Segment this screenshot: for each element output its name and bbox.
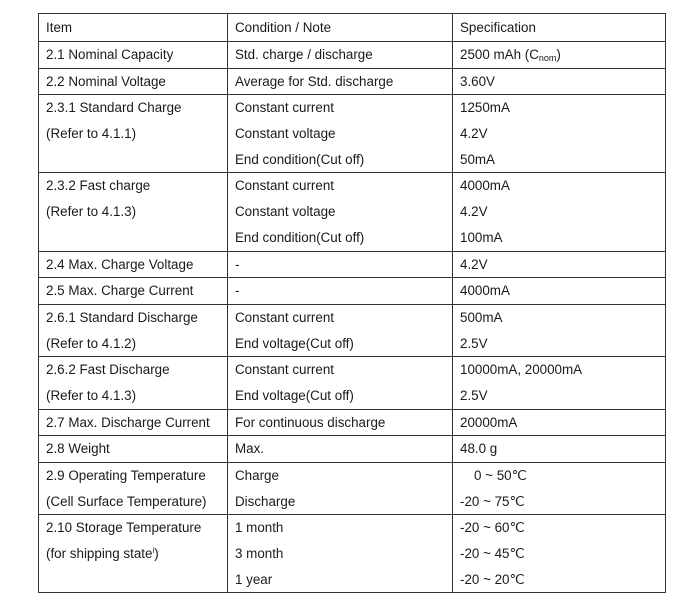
- condition-cell: [228, 409, 453, 436]
- item-line: 2.8 Weight: [46, 441, 110, 457]
- specification-line: 2.5V: [460, 387, 488, 403]
- item-cell: [39, 95, 228, 173]
- specification-line: -20 ~ 45℃: [460, 546, 525, 562]
- specification-cell: [453, 304, 666, 356]
- condition-cell: [228, 68, 453, 95]
- item-line: 2.5 Max. Charge Current: [46, 283, 194, 299]
- item-cell: [39, 357, 228, 409]
- condition-cell: [228, 357, 453, 409]
- specification-line: -20 ~ 60℃: [460, 520, 525, 536]
- specification-line: 20000mA: [460, 414, 518, 430]
- specification-cell: [453, 463, 666, 515]
- item-line: (Refer to 4.1.3): [46, 387, 137, 403]
- item-cell: [39, 251, 228, 278]
- condition-line: Constant voltage: [235, 126, 336, 142]
- specification-cell: [453, 95, 666, 173]
- specification-cell: [453, 357, 666, 409]
- table-row: [39, 357, 666, 409]
- table-row: [39, 68, 666, 95]
- specification-cell: [453, 251, 666, 278]
- table-row: [39, 42, 666, 69]
- item-line: 2.3.1 Standard Charge: [46, 100, 182, 116]
- specification-line: 4000mA: [460, 283, 510, 299]
- specification-table: [38, 13, 666, 593]
- specification-cell: [453, 515, 666, 593]
- item-line: 2.3.2 Fast charge: [46, 178, 151, 194]
- condition-line: Discharge: [235, 493, 296, 509]
- table-row: [39, 409, 666, 436]
- header-condition: Condition / Note: [228, 14, 453, 42]
- condition-cell: [228, 515, 453, 593]
- item-cell: [39, 278, 228, 305]
- item-line: 2.9 Operating Temperature: [46, 468, 206, 483]
- table-row: [39, 278, 666, 305]
- specification-line: 100mA: [460, 229, 503, 245]
- condition-line: Constant current: [235, 309, 334, 325]
- item-line: 2.10 Storage Temperature: [46, 520, 202, 536]
- table-row: [39, 95, 666, 173]
- item-line: (Refer to 4.1.1): [46, 126, 137, 142]
- header-specification: Specification: [453, 14, 666, 42]
- item-line: (Cell Surface Temperature): [46, 493, 207, 509]
- specification-line: 10000mA, 20000mA: [460, 362, 583, 378]
- specification-cell: [453, 173, 666, 251]
- table-row: [39, 515, 666, 593]
- item-line: (Refer to 4.1.2): [46, 335, 137, 351]
- item-line: 2.2 Nominal Voltage: [46, 73, 166, 89]
- condition-line: Constant current: [235, 100, 334, 116]
- condition-cell: [228, 251, 453, 278]
- condition-cell: [228, 304, 453, 356]
- table-body: [39, 42, 666, 593]
- condition-line: Constant current: [235, 178, 334, 194]
- item-cell: [39, 173, 228, 251]
- item-line: (Refer to 4.1.3): [46, 204, 137, 220]
- specification-line: 500mA: [460, 309, 503, 325]
- item-line: 2.4 Max. Charge Voltage: [46, 256, 194, 272]
- item-line: 2.7 Max. Discharge Current: [46, 414, 210, 430]
- item-cell: [39, 463, 228, 515]
- condition-line: Charge: [235, 468, 279, 483]
- specification-line: 2500 mAh $(C_{nom})$: [460, 47, 561, 63]
- table-row: [39, 436, 666, 463]
- condition-line: 3 month: [235, 546, 284, 562]
- header-item: Item: [39, 14, 228, 42]
- item-line: 2.1 Nominal Capacity: [46, 47, 174, 62]
- condition-cell: [228, 436, 453, 463]
- condition-line: 1 year: [235, 571, 273, 587]
- condition-line: 1 month: [235, 520, 284, 536]
- item-cell: [39, 68, 228, 95]
- condition-line: Max.: [235, 441, 265, 457]
- item-cell: [39, 42, 228, 69]
- condition-cell: [228, 95, 453, 173]
- specification-cell: [453, 436, 666, 463]
- item-cell: [39, 304, 228, 356]
- condition-line: End voltage(Cut off): [235, 387, 354, 403]
- specification-cell: [453, 278, 666, 305]
- table-row: [39, 304, 666, 356]
- condition-line: End voltage(Cut off): [235, 335, 354, 351]
- specification-line: 4000mA: [460, 178, 510, 194]
- condition-line: Constant current: [235, 362, 334, 378]
- specification-line: -20 ~ 20℃: [460, 571, 525, 587]
- condition-line: Constant voltage: [235, 204, 336, 220]
- table-row: [39, 251, 666, 278]
- condition-line: Std. charge / discharge: [235, 47, 373, 62]
- specification-line: 3.60V: [460, 73, 495, 89]
- item-line: (for shipping state$^i$): [46, 546, 159, 562]
- header-row: [39, 14, 666, 42]
- condition-cell: [228, 463, 453, 515]
- specification-line: 1250mA: [460, 100, 510, 116]
- item-cell: [39, 515, 228, 593]
- specification-line: 50mA: [460, 151, 495, 167]
- condition-cell: [228, 42, 453, 69]
- specification-line: 4.2V: [460, 256, 488, 272]
- specification-line: 4.2V: [460, 126, 488, 142]
- condition-line: End condition(Cut off): [235, 229, 365, 245]
- item-line: 2.6.2 Fast Discharge: [46, 362, 170, 378]
- condition-line: -: [235, 283, 240, 299]
- specification-line: 2.5V: [460, 335, 488, 351]
- condition-line: For continuous discharge: [235, 414, 386, 430]
- specification-cell: [453, 68, 666, 95]
- condition-cell: [228, 278, 453, 305]
- specification-line: 48.0 g: [460, 441, 498, 457]
- condition-line: End condition(Cut off): [235, 151, 365, 167]
- specification-cell: [453, 409, 666, 436]
- table-row: [39, 463, 666, 515]
- specification-line: 4.2V: [460, 204, 488, 220]
- specification-cell: [453, 42, 666, 69]
- specification-line: -20 ~ 75℃: [460, 493, 525, 509]
- item-line: 2.6.1 Standard Discharge: [46, 309, 198, 325]
- item-cell: [39, 436, 228, 463]
- table-row: [39, 173, 666, 251]
- condition-line: Average for Std. discharge: [235, 73, 394, 89]
- specification-line: 0 ~ 50℃: [474, 468, 527, 483]
- item-cell: [39, 409, 228, 436]
- condition-line: -: [235, 256, 240, 272]
- condition-cell: [228, 173, 453, 251]
